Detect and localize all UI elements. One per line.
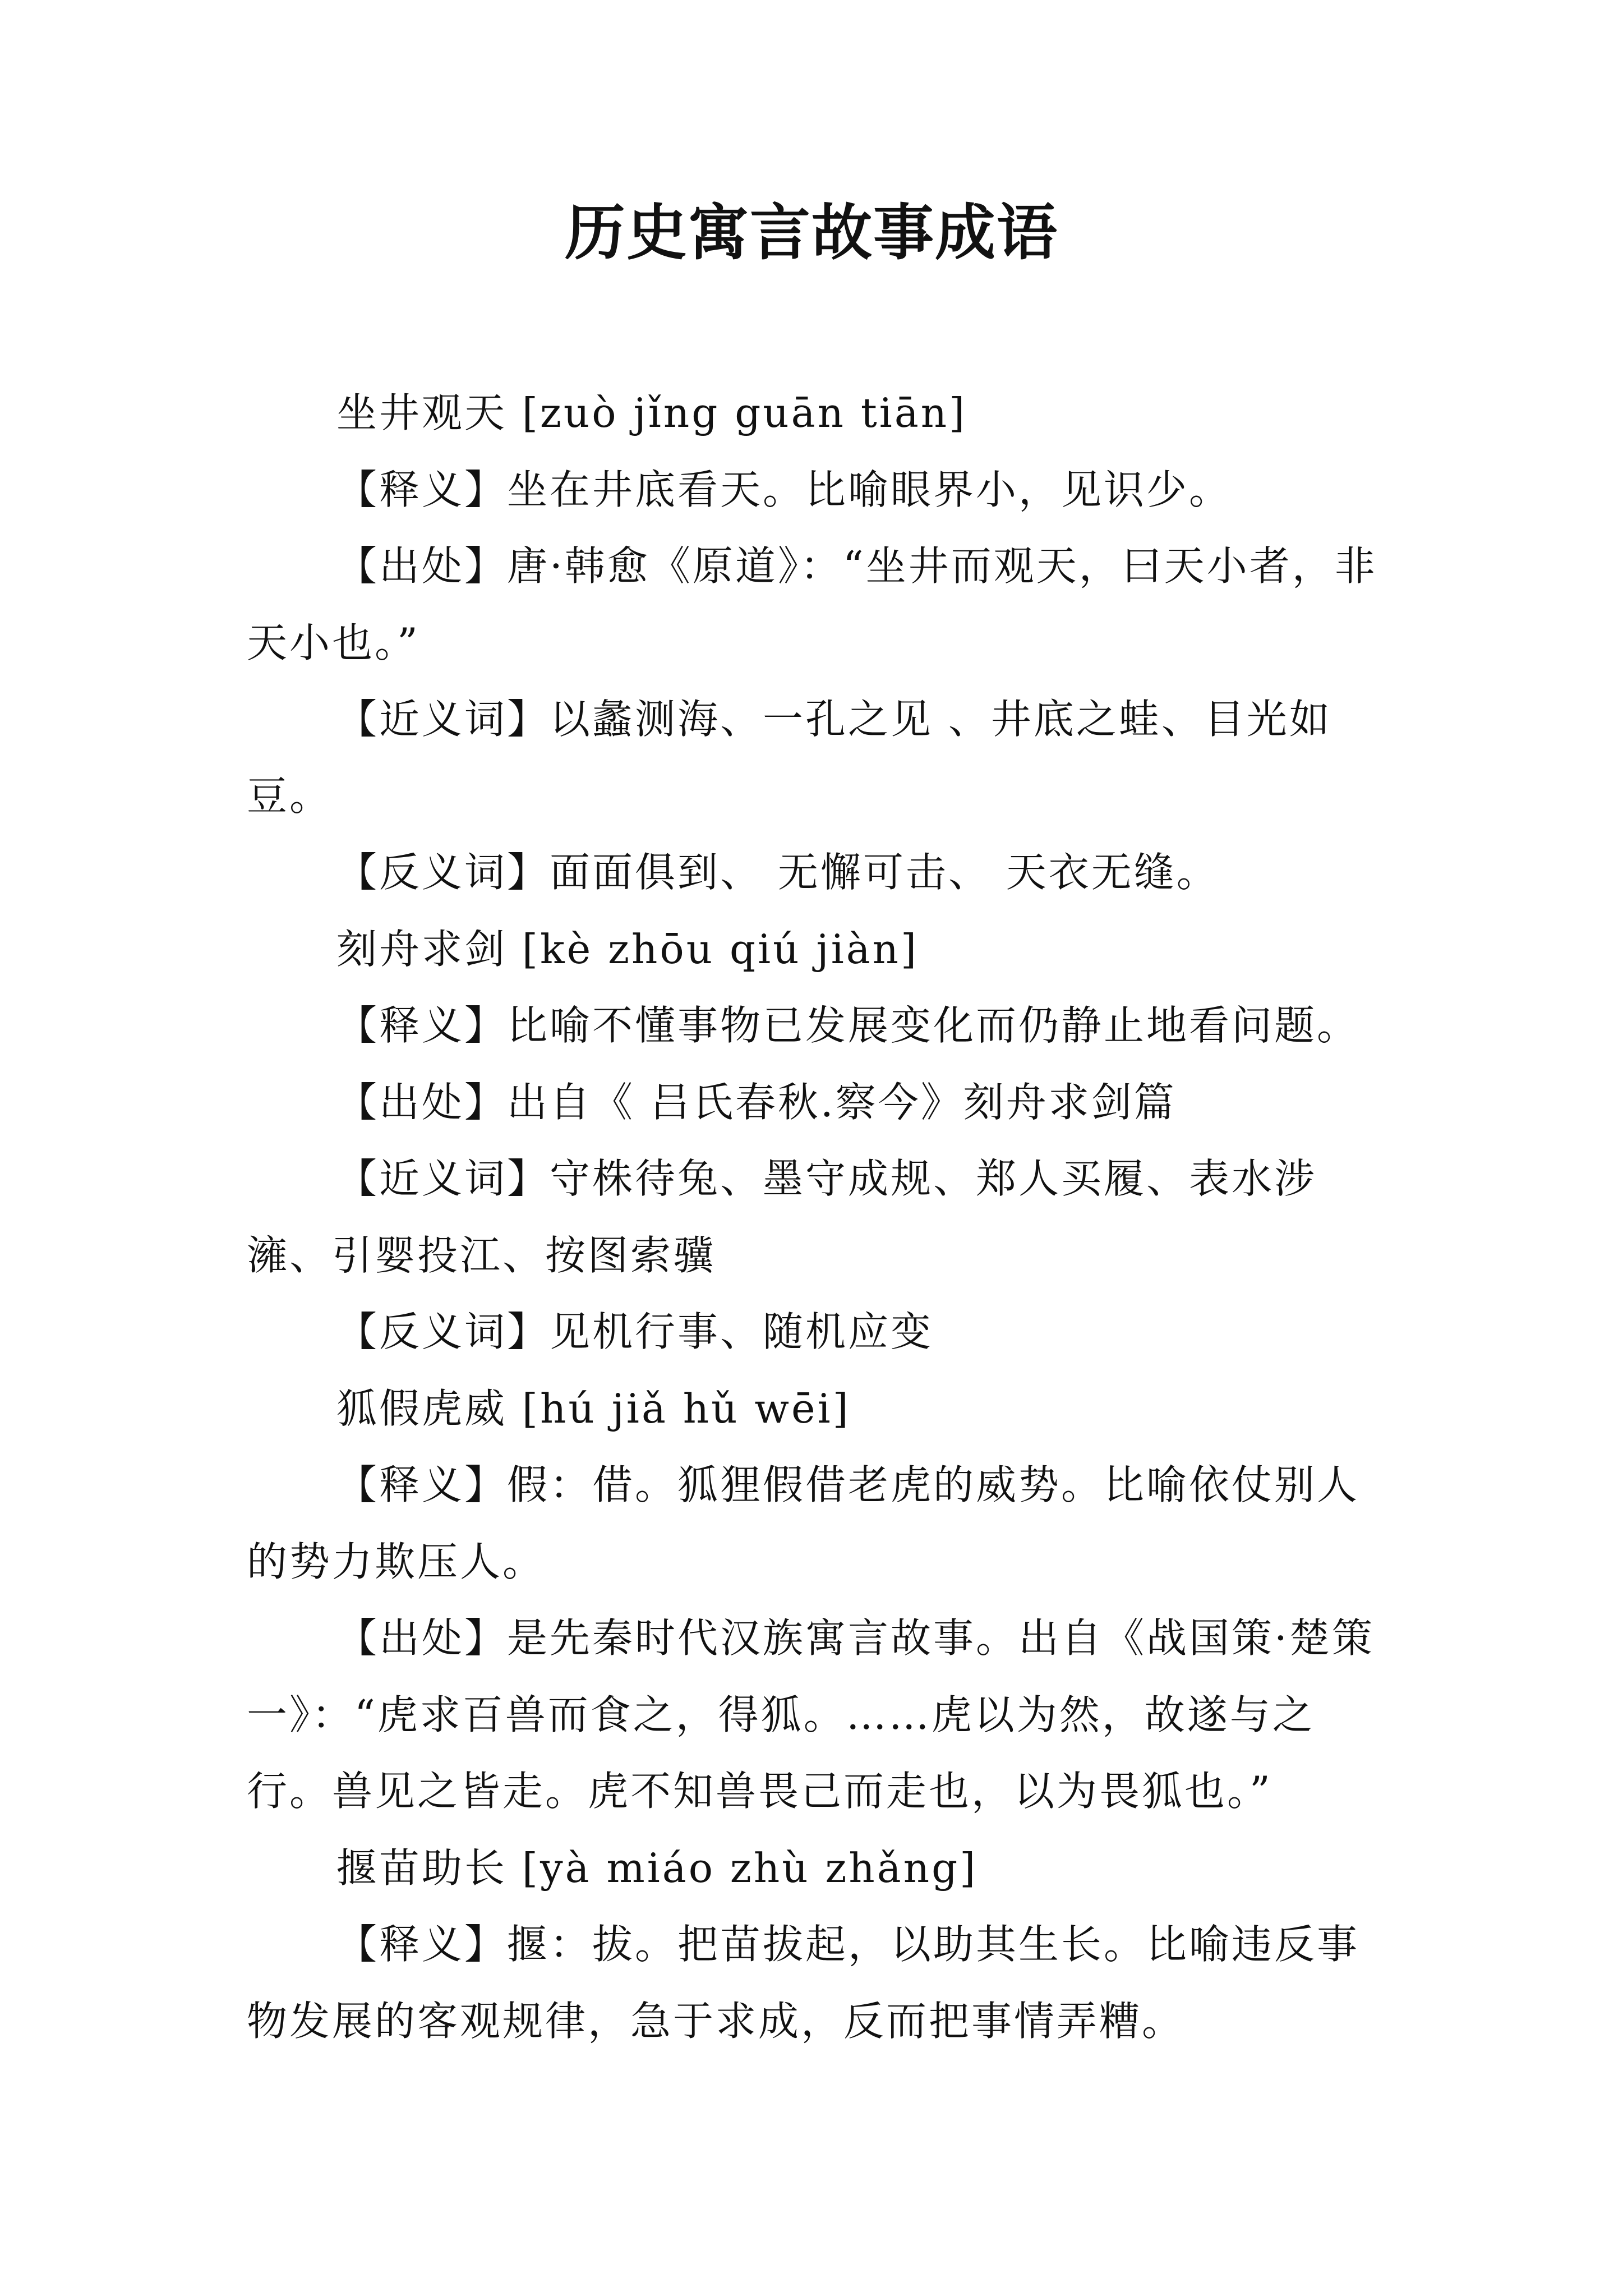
source-paragraph: 【出处】出自《 吕氏春秋.察今》刻舟求剑篇 (336, 1078, 1177, 1126)
idiom-heading: 狐假虎威 [hú jiǎ hǔ wēi] (336, 1384, 851, 1432)
definition-paragraph: 【释义】揠：拔。把苗拔起，以助其生长。比喻违反事物发展的客观规律，急于求成，反而把事情弄糟。 (247, 1921, 1360, 2045)
definition-paragraph: 【释义】假：借。狐狸假借老虎的威势。比喻依仗别人的势力欺压人。 (247, 1461, 1360, 1585)
antonyms-paragraph: 【反义词】面面俱到、 无懈可击、 天衣无缝。 (336, 849, 1219, 896)
definition-paragraph: 【释义】坐在井底看天。比喻眼界小，见识少。 (336, 466, 1232, 513)
idiom-heading: 刻舟求剑 [kè zhōu qiú jiàn] (336, 925, 919, 973)
synonyms-paragraph: 【近义词】守株待兔、墨守成规、郑人买履、表水涉澭、引婴投江、按图索骥 (247, 1155, 1317, 1279)
antonyms-paragraph: 【反义词】见机行事、随机应变 (336, 1308, 934, 1355)
document-title: 历史寓言故事成语 (564, 197, 1058, 268)
idiom-heading: 坐井观天 [zuò jǐng guān tiān] (336, 389, 967, 436)
definition-paragraph: 【释义】比喻不懂事物已发展变化而仍静止地看问题。 (336, 1002, 1360, 1049)
source-paragraph: 【出处】唐·韩愈《原道》：“坐井而观天，曰天小者，非天小也。” (247, 542, 1377, 666)
document-body (247, 375, 1380, 2059)
source-paragraph: 【出处】是先秦时代汉族寓言故事。出自《战国策·楚策一》：“虎求百兽而食之，得狐。……虎以为然，故遂与之行。兽见之皆走。虎不知兽畏己而走也，以为畏狐也。” (247, 1614, 1375, 1815)
idiom-heading: 揠苗助长 [yà miáo zhù zhǎng] (336, 1844, 978, 1892)
synonyms-paragraph: 【近义词】以蠡测海、一孔之见 、井底之蛙、目光如豆。 (247, 696, 1332, 820)
